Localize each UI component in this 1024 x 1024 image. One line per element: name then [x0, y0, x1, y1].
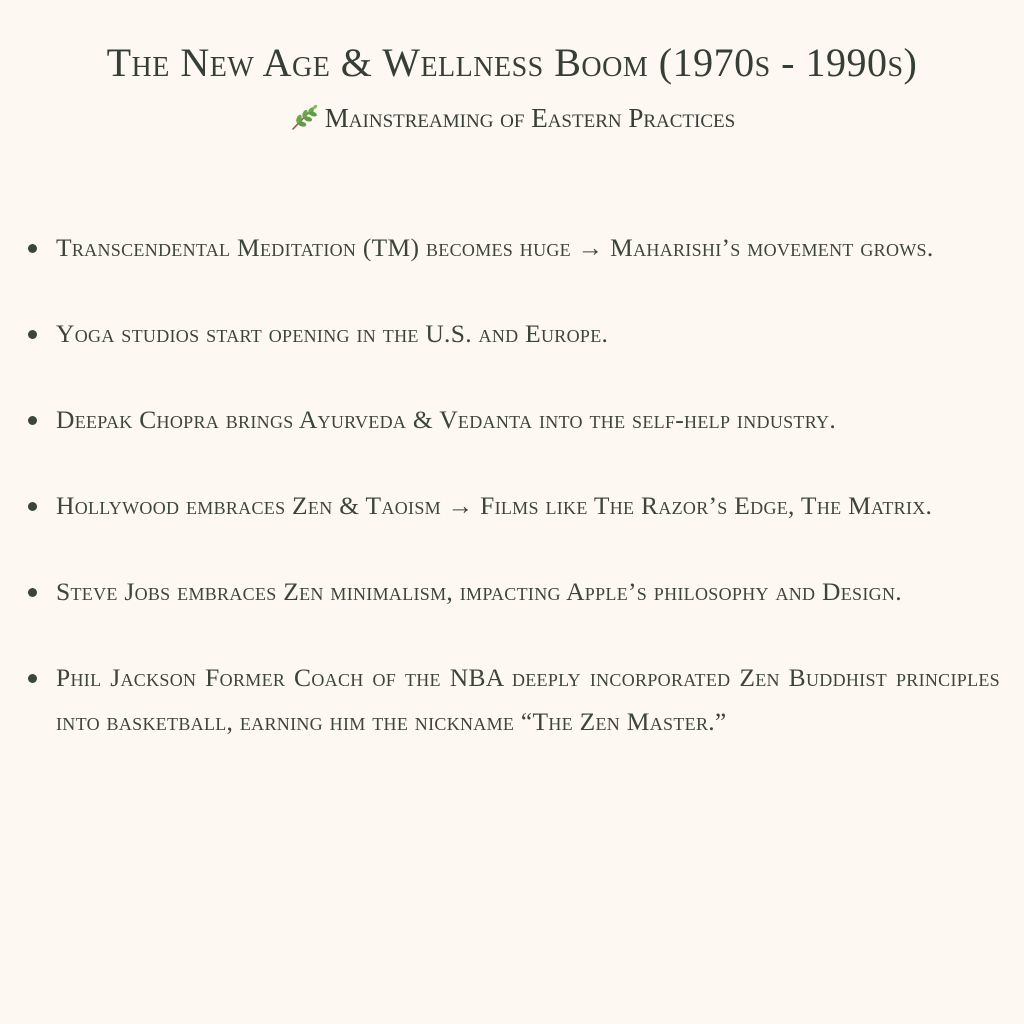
- subtitle: [0, 100, 1024, 136]
- list-item: [26, 312, 1000, 356]
- bullet-dot-icon: [28, 674, 37, 683]
- subtitle-text: Mainstreaming of Eastern Practices: [324, 103, 736, 133]
- list-item-text: Transcendental Meditation (TM) becomes huge → Maharishi’s movement grows.: [56, 233, 934, 262]
- bullet-dot-icon: [28, 502, 37, 511]
- page-title: The New Age & Wellness Boom (1970s - 1990s): [106, 40, 918, 85]
- list-item: [26, 226, 1000, 270]
- list-item-text: Phil Jackson Former Coach of the NBA deeply incorporated Zen Buddhist principles into basketball, earning him the nickname “The Zen Master.”: [56, 663, 1000, 736]
- list-item-text: Deepak Chopra brings Ayurveda & Vedanta into the self-help industry.: [56, 405, 837, 434]
- bullet-dot-icon: [28, 244, 37, 253]
- list-item-text: Steve Jobs embraces Zen minimalism, impacting Apple’s philosophy and Design.: [56, 577, 902, 606]
- bullet-list: [26, 226, 1000, 744]
- list-item: [26, 656, 1000, 744]
- bullet-dot-icon: [28, 330, 37, 339]
- list-item: [26, 570, 1000, 614]
- list-item-text: Hollywood embraces Zen & Taoism → Films like The Razor’s Edge, The Matrix.: [56, 491, 933, 520]
- bullet-dot-icon: [28, 416, 37, 425]
- herb-sprig-icon: [289, 102, 319, 132]
- list-item: [26, 484, 1000, 528]
- list-item: [26, 398, 1000, 442]
- list-item-text: Yoga studios start opening in the U.S. and Europe.: [56, 319, 609, 348]
- bullet-dot-icon: [28, 588, 37, 597]
